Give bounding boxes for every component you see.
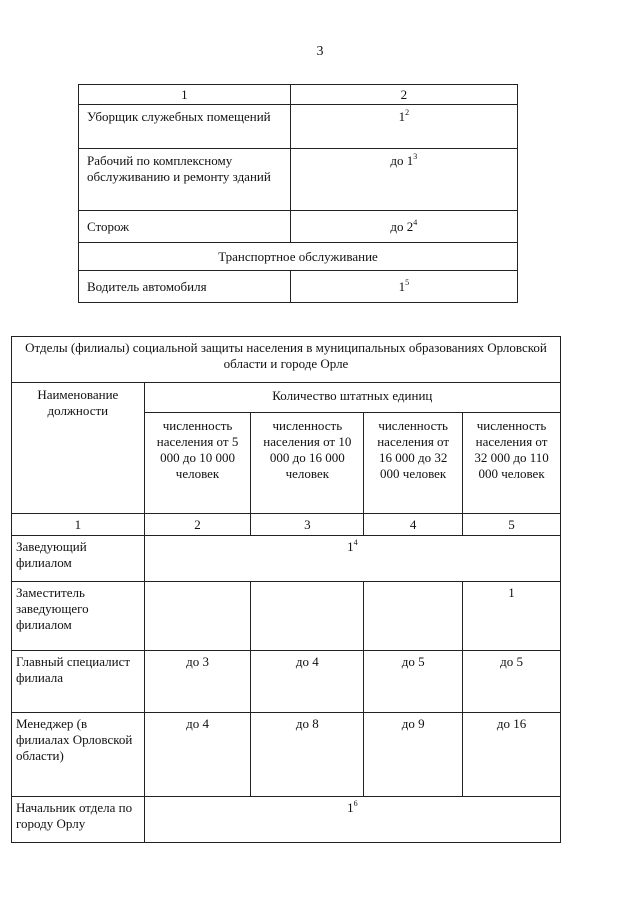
- position-name: Уборщик служебных помещений: [79, 105, 291, 149]
- table-row: [79, 271, 518, 303]
- population-range-1: численность населения от 5 000 до 10 000 человек: [144, 413, 251, 514]
- column-number-4: 4: [364, 514, 463, 536]
- position-name: Водитель автомобиля: [79, 271, 291, 303]
- section-title: Транспортное обслуживание: [79, 243, 518, 271]
- position-count: до 4: [144, 713, 251, 797]
- position-name: Заместитель заведующего филиалом: [12, 582, 145, 651]
- position-column-header: Наименование должности: [12, 383, 145, 514]
- position-count: до 16: [463, 713, 561, 797]
- population-range-3: численность населения от 16 000 до 32 000 человек: [364, 413, 463, 514]
- footnote-marker: 6: [353, 799, 358, 808]
- position-count: до 3: [144, 651, 251, 713]
- staff-table-branches: [11, 336, 561, 843]
- position-name: Главный специалист филиала: [12, 651, 145, 713]
- table-title-row: [12, 337, 561, 383]
- table-row: [12, 651, 561, 713]
- table-header-row: [12, 383, 561, 413]
- position-count: до 5: [364, 651, 463, 713]
- column-number-1: 1: [12, 514, 145, 536]
- population-range-4: численность населения от 32 000 до 110 000 человек: [463, 413, 561, 514]
- position-count: 1: [463, 582, 561, 651]
- position-count: до 9: [364, 713, 463, 797]
- footnote-marker: 2: [405, 108, 410, 117]
- position-count: [144, 582, 251, 651]
- position-count: до $1^3$: [290, 149, 517, 211]
- units-column-header: Количество штатных единиц: [144, 383, 560, 413]
- position-name: Рабочий по комплексному обслуживанию и ремонту зданий: [79, 149, 291, 211]
- table-row: [79, 105, 518, 149]
- column-number-2: 2: [290, 85, 517, 105]
- position-count: [251, 582, 364, 651]
- position-count: $1^2$: [290, 105, 517, 149]
- table-title: Отделы (филиалы) социальной защиты населения в муниципальных образованиях Орловской области и городе Орле: [12, 337, 561, 383]
- footnote-marker: 3: [413, 152, 418, 161]
- column-number-3: 3: [251, 514, 364, 536]
- position-count: $1^5$: [290, 271, 517, 303]
- position-count: $1^4$: [144, 536, 560, 582]
- table-row: [12, 797, 561, 843]
- page-number: 3: [316, 44, 324, 59]
- table-header-row: [79, 85, 518, 105]
- population-range-2: численность населения от 10 000 до 16 000 человек: [251, 413, 364, 514]
- table-row: [79, 149, 518, 211]
- table-row: [12, 536, 561, 582]
- position-name: Менеджер (в филиалах Орловской области): [12, 713, 145, 797]
- table-row: [12, 582, 561, 651]
- column-number-5: 5: [463, 514, 561, 536]
- position-count: до 8: [251, 713, 364, 797]
- column-numbers-row: [12, 514, 561, 536]
- position-name: Начальник отдела по городу Орлу: [12, 797, 145, 843]
- footnote-marker: 4: [413, 217, 418, 227]
- column-number-1: 1: [79, 85, 291, 105]
- position-name: Сторож: [79, 211, 291, 243]
- section-row: [79, 243, 518, 271]
- position-count: до 4: [251, 651, 364, 713]
- position-count: до $2^4$: [290, 211, 517, 243]
- position-name: Заведующий филиалом: [12, 536, 145, 582]
- position-count: $1^6$: [144, 797, 560, 843]
- position-count: [364, 582, 463, 651]
- table-row: [79, 211, 518, 243]
- table-row: [12, 713, 561, 797]
- staff-table-upper: [78, 84, 518, 303]
- position-count: до 5: [463, 651, 561, 713]
- column-number-2: 2: [144, 514, 251, 536]
- footnote-marker: 5: [405, 277, 410, 287]
- footnote-marker: 4: [353, 538, 358, 547]
